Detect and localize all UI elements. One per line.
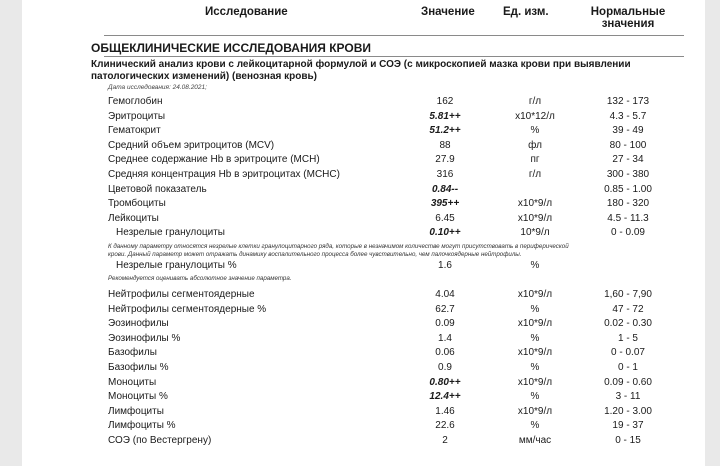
test-title-line2: патологических изменений) (венозная кровь): [91, 71, 317, 82]
row-unit: пг: [530, 154, 540, 166]
row-name: Незрелые гранулоциты %: [116, 260, 237, 271]
row-value: 5.81++: [429, 110, 461, 122]
table-row: [22, 376, 705, 390]
row-value: 88: [439, 139, 451, 151]
table-row: [22, 95, 705, 109]
row-value: 395++: [430, 198, 460, 210]
row-name: СОЭ (по Вестергрену): [108, 435, 212, 446]
row-unit: x10*9/л: [517, 376, 553, 388]
row-unit: x10*9/л: [517, 405, 553, 417]
row-value: 0.80++: [429, 376, 461, 388]
table-row: [22, 434, 705, 448]
row-unit: фл: [528, 139, 542, 151]
section-divider: [104, 56, 684, 57]
table-row: [22, 168, 705, 182]
row-value: 22.6: [435, 420, 455, 432]
row-name: Среднее содержание Hb в эритроците (MCH): [108, 154, 320, 166]
row-name: Незрелые гранулоциты: [116, 227, 225, 239]
table-row: [22, 288, 705, 302]
row-norm: 0.09 - 0.60: [604, 376, 652, 388]
row-norm: 0 - 0.09: [611, 227, 645, 239]
table-row: [22, 212, 705, 226]
row-value: 316: [436, 169, 454, 180]
header-norm-2: значения: [601, 18, 655, 30]
table-row: [22, 346, 705, 360]
row-norm: 132 - 173: [606, 96, 650, 107]
row-name: Средний объем эритроцитов (MCV): [108, 139, 275, 151]
row-unit: мм/час: [518, 435, 552, 446]
row-name: Моноциты: [108, 376, 157, 388]
report-sheet: [22, 0, 705, 466]
row-unit: 10*9/л: [520, 227, 550, 239]
row-norm: 1.20 - 3.00: [604, 405, 652, 417]
row-name: Эозинофилы: [108, 318, 169, 330]
row-name: Базофилы: [108, 347, 157, 359]
row-norm: 47 - 72: [612, 303, 644, 315]
row-unit: x10*9/л: [517, 198, 553, 210]
row-name: Эритроциты: [108, 110, 166, 122]
row-norm: 0 - 15: [615, 435, 641, 446]
row-value: 162: [436, 96, 454, 107]
header-norm-1: Нормальные: [590, 6, 666, 18]
row-norm: 19 - 37: [612, 420, 644, 432]
table-row: [22, 405, 705, 419]
row-value: 1.46: [435, 405, 455, 417]
table-row: [22, 226, 705, 240]
row-norm: 1,60 - 7,90: [604, 289, 652, 300]
table-row: [22, 361, 705, 375]
row-norm: 300 - 380: [606, 169, 650, 180]
row-name: Лимфоциты: [108, 405, 164, 417]
row-value: 12.4++: [429, 391, 461, 403]
table-row: [22, 139, 705, 153]
row-value: 0.9: [438, 362, 452, 373]
row-value: 4.04: [435, 289, 455, 300]
row-norm: 80 - 100: [609, 139, 647, 151]
row-unit: %: [530, 303, 540, 315]
table-row: [22, 317, 705, 331]
row-value: 0.06: [435, 347, 455, 359]
header-unit: Ед. изм.: [503, 6, 549, 18]
row-norm: 39 - 49: [612, 125, 644, 137]
test-date: Дата исследования: 24.08.2021;: [108, 84, 207, 91]
row-name: Лейкоциты: [108, 212, 159, 224]
row-unit: x10*9/л: [517, 212, 553, 224]
table-row-immature-pct: [22, 259, 705, 273]
table-row: [22, 332, 705, 346]
table-row: [22, 110, 705, 124]
table-row: [22, 197, 705, 211]
test-title-line1: Клинический анализ крови с лейкоцитарной формулой и СОЭ (с микроскопией мазка крови при выявлении: [91, 59, 631, 70]
row-unit: x10*9/л: [517, 347, 553, 359]
row-unit: %: [530, 362, 540, 373]
row-norm: 180 - 320: [606, 198, 650, 210]
row-norm: 4.3 - 5.7: [609, 110, 647, 122]
note-immature-line1: К данному параметру относятся незрелые клетки гранулоцитарного ряда, которые в незначимом количестве могут присутствовать в периферической: [108, 243, 569, 250]
row-value: 62.7: [435, 303, 455, 315]
row-value: 6.45: [435, 212, 455, 224]
row-value: 0.84--: [431, 183, 459, 195]
table-row: [22, 183, 705, 197]
row-norm: 0 - 0.07: [611, 347, 645, 359]
row-name: Лимфоциты %: [108, 420, 176, 432]
header-divider: [104, 35, 684, 36]
row-unit: x10*9/л: [517, 318, 553, 330]
row-value: 1.6: [438, 260, 452, 271]
row-name: Цветовой показатель: [108, 183, 207, 195]
row-name: Гемоглобин: [108, 96, 163, 107]
row-name: Гематокрит: [108, 125, 161, 137]
section-title: ОБЩЕКЛИНИЧЕСКИЕ ИССЛЕДОВАНИЯ КРОВИ: [91, 41, 371, 55]
row-norm: 1 - 5: [617, 332, 638, 344]
row-norm: 4.5 - 11.3: [607, 212, 649, 224]
row-value: 2: [442, 435, 448, 446]
header-test: Исследование: [205, 6, 288, 18]
row-name: Эозинофилы %: [108, 332, 181, 344]
row-unit: %: [530, 125, 540, 137]
row-unit: г/л: [528, 96, 542, 107]
row-unit: %: [530, 420, 540, 432]
row-name: Моноциты %: [108, 391, 168, 403]
row-value: 1.4: [438, 332, 452, 344]
row-name: Тромбоциты: [108, 198, 166, 210]
table-row: [22, 124, 705, 138]
table-row: [22, 303, 705, 317]
row-name: Средняя концентрация Hb в эритроцитах (MCHC): [108, 169, 340, 180]
row-unit: г/л: [528, 169, 542, 180]
note-recommend: Рекомендуется оценивать абсолютное значение параметра.: [108, 275, 292, 282]
note-immature-line2: крови. Данный параметр может отражать динамику воспалительного процесса более чувствительно, чем палочкоядерные нейтрофилы.: [108, 251, 522, 258]
row-unit: %: [530, 332, 540, 344]
row-value: 0.09: [435, 318, 455, 330]
row-norm: 3 - 11: [615, 391, 641, 403]
row-name: Нейтрофилы сегментоядерные: [108, 289, 255, 300]
row-value: 0.10++: [429, 227, 461, 239]
row-norm: 0.02 - 0.30: [604, 318, 652, 330]
row-name: Нейтрофилы сегментоядерные %: [108, 303, 267, 315]
row-norm: 0 - 1: [617, 362, 638, 373]
row-norm: 0.85 - 1.00: [604, 183, 652, 195]
row-value: 51.2++: [429, 125, 461, 137]
table-row: [22, 390, 705, 404]
row-name: Базофилы %: [108, 362, 169, 373]
row-value: 27.9: [435, 154, 455, 166]
row-unit: %: [530, 391, 540, 403]
row-norm: 27 - 34: [612, 154, 644, 166]
header-value: Значение: [421, 6, 475, 18]
row-unit: x10*9/л: [517, 289, 553, 300]
row-unit: x10*12/л: [515, 110, 555, 122]
table-row: [22, 153, 705, 167]
row-unit: %: [530, 260, 540, 271]
table-row: [22, 419, 705, 433]
